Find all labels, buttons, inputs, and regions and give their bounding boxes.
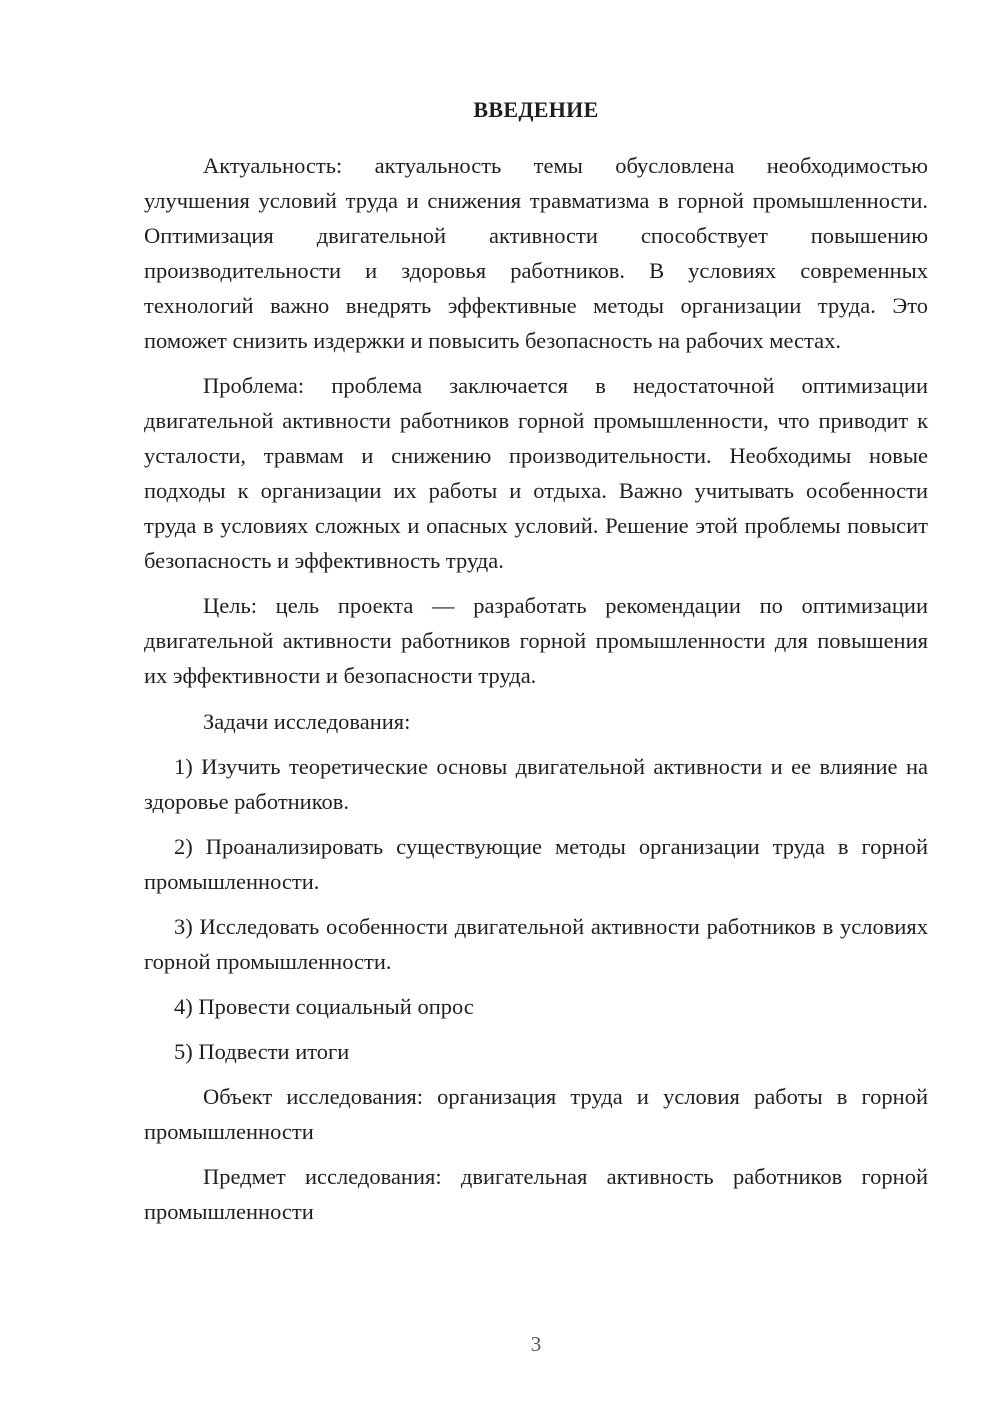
task-item-5: 5) Подвести итоги <box>174 1039 350 1064</box>
tasks-heading: Задачи исследования: <box>203 709 411 734</box>
problem-paragraph: Проблема: проблема заключается в недостаточной оптимизации двигательной активности работников горной промышленности, что приводит к усталости, травмам и снижению производительности. Необходимы новые подходы к организации их работы и отдыха. Важно учитывать особенности труда в условиях сложных и опасных условий. Решение этой проблемы повысит безопасность и эффективность труда. <box>144 373 928 573</box>
page-content <box>144 92 928 1239</box>
task-item-2: 2) Проанализировать существующие методы организации труда в горной промышленности. <box>144 834 928 894</box>
section-title: ВВЕДЕНИЕ <box>473 97 599 122</box>
page-number: 3 <box>530 1332 542 1356</box>
relevance-paragraph: Актуальность: актуальность темы обусловлена необходимостью улучшения условий труда и снижения травматизма в горной промышленности. Оптимизация двигательной активности способствует повышению производительности и здоровья работников. В условиях современных технологий важно внедрять эффективные методы организации труда. Это поможет снизить издержки и повысить безопасность на рабочих местах. <box>144 153 928 353</box>
task-item-3: 3) Исследовать особенности двигательной активности работников в условиях горной промышленности. <box>144 914 928 974</box>
subject-paragraph: Предмет исследования: двигательная активность работников горной промышленности <box>144 1164 928 1224</box>
object-paragraph: Объект исследования: организация труда и условия работы в горной промышленности <box>144 1084 928 1144</box>
goal-paragraph: Цель: цель проекта — разработать рекомендации по оптимизации двигательной активности работников горной промышленности для повышения их эффективности и безопасности труда. <box>144 593 928 688</box>
task-item-1: 1) Изучить теоретические основы двигательной активности и ее влияние на здоровье работников. <box>144 754 928 814</box>
task-item-4: 4) Провести социальный опрос <box>174 994 474 1019</box>
